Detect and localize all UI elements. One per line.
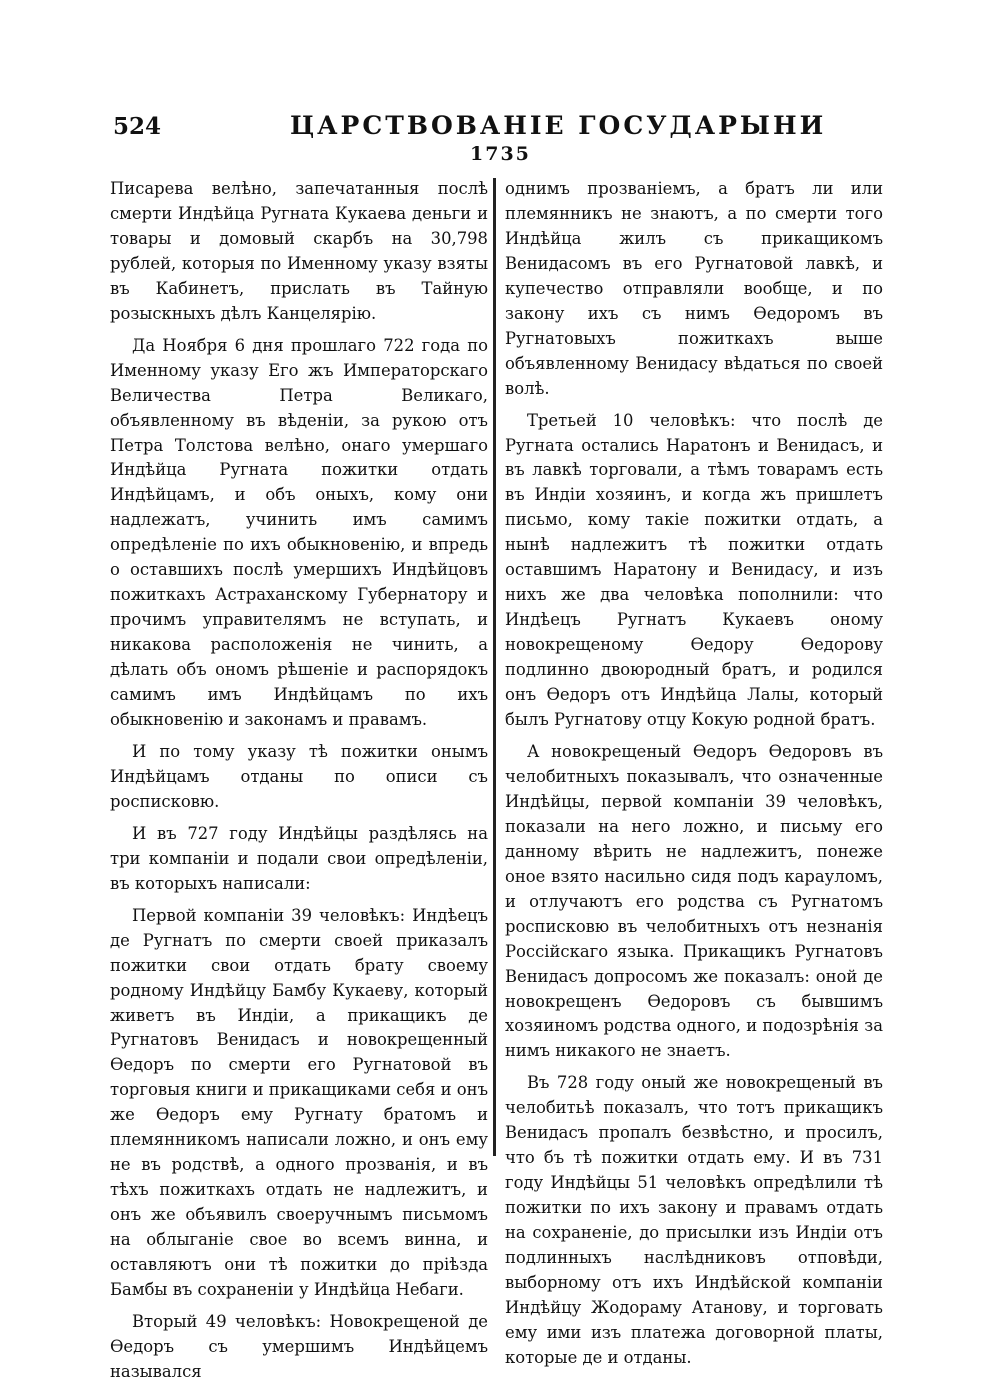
year-heading: 1735 xyxy=(470,143,531,165)
paragraph: однимъ прозваніемъ, а братъ ли или племянникъ не знаютъ, а по смерти того Индѣйца жилъ съ прикащикомъ Венидасомъ въ его Ругнатовой лавкѣ, и купечество отправляли вообще, и по закону ихъ съ нимъ Ѳедоромъ въ Ругнатовыхъ пожиткахъ выше объявленному Венидасу вѣдаться по своей волѣ. xyxy=(505,179,883,398)
paragraph: Вторый 49 человѣкъ: Новокрещеной де Ѳедоръ съ умершимъ Индѣйцемъ назывался xyxy=(110,1311,488,1381)
column-divider xyxy=(493,178,496,1156)
page-number: 524 xyxy=(113,113,162,140)
paragraph: Да Ноября 6 дня прошлаго 722 года по Именному указу Его жъ Императорскаго Величества Петра Великаго, объявленному въ вѣденіи, за рукою отъ Петра Толстова велѣно, онаго умершаго Индѣйца Ругната пожитки отдать Индѣйцамъ, и объ оныхъ, кому они надлежатъ, учинить имъ самимъ опредѣленіе по ихъ обыкновенію, и впредь о оставшихъ послѣ умершихъ Индѣйцовъ пожиткахъ Астраханскому Губернатору и прочимъ управителямъ не вступать, и никакова расположенія не чинить, а дѣлать объ ономъ рѣшеніе и распорядокъ самимъ имъ Индѣйцамъ по ихъ обыкновенію и законамъ и правамъ. xyxy=(110,335,488,730)
paragraph: Въ 728 году оный же новокрещеный въ челобитьѣ показалъ, что тотъ прикащикъ Венидасъ пропалъ безвѣстно, и просилъ, что бъ тѣ пожитки отдать ему. И въ 731 году Индѣйцы 51 человѣкъ опредѣлили тѣ пожитки по ихъ закону и правамъ отдать на сохраненіе, до присылки изъ Индіи отъ подлинныхъ наслѣдниковъ отповѣди, выборному отъ ихъ Индѣйской компаніи Индѣйцу Жодораму Атанову, и торговать ему ими изъ платежа договорной платы, которые де и отданы. xyxy=(505,1073,883,1367)
running-title: ЦАРСТВОВАНІЕ ГОСУДАРЫНИ xyxy=(290,111,827,140)
paragraph: И по тому указу тѣ пожитки онымъ Индѣйцамъ отданы по описи съ росписковю. xyxy=(110,741,488,811)
paragraph: И въ 727 году Индѣйцы раздѣлясь на три компаніи и подали свои опредѣленіи, въ которыхъ написали: xyxy=(110,823,488,893)
left-column xyxy=(110,177,488,1392)
right-column xyxy=(505,177,883,1378)
paragraph: Первой компаніи 39 человѣкъ: Индѣецъ де Ругнатъ по смерти своей приказалъ пожитки свои отдать брату своему родному Индѣйцу Бамбу Кукаеву, который живетъ въ Индіи, а прикащикъ де Ругнатовъ Венидасъ и новокрещенный Ѳедоръ по смерти его Ругнатовой въ торговыя книги и прикащиками себя и онъ же Ѳедоръ ему Ругнату братомъ и племянникомъ написали ложно, и онъ ему не въ родствѣ, а одного прозванія, и въ тѣхъ пожиткахъ отдать не надлежитъ, и онъ же объявилъ своеручнымъ письмомъ на облыганіе свое во всемъ винна, и оставляютъ они тѣ пожитки до пріѣзда Бамбы въ сохраненіи у Индѣйца Небаги. xyxy=(110,905,488,1299)
paragraph: А новокрещеный Ѳедоръ Ѳедоровъ въ челобитныхъ показывалъ, что означенные Индѣйцы, первой компаніи 39 человѣкъ, показали на него ложно, и письму его данному вѣрить не надлежитъ, понеже оное взято насильно сидя подъ карауломъ, и отлучаютъ его родства съ Ругнатомъ росписковю въ челобитныхъ отъ незнанія Россійскаго языка. Прикащикъ Ругнатовъ Венидасъ допросомъ же показалъ: оной де новокрещенъ Ѳедоровъ съ бывшимъ хозяиномъ родства одного, и подозрѣнія за нимъ никакого не знаетъ. xyxy=(505,741,883,1061)
paragraph: Писарева велѣно, запечатанныя послѣ смерти Индѣйца Ругната Кукаева деньги и товары и домовый скарбъ на 30,798 рублей, которыя по Именному указу взяты въ Кабинетъ, прислать въ Тайную розыскныхъ дѣлъ Канцелярію. xyxy=(110,179,488,323)
paragraph: Третьей 10 человѣкъ: что послѣ де Ругната остались Наратонъ и Венидасъ, и въ лавкѣ торговали, а тѣмъ товарамъ есть въ Индіи хозяинъ, и когда жъ пришлетъ письмо, кому такіе пожитки отдать, а нынѣ надлежитъ тѣ пожитки отдать оставшимъ Наратону и Венидасу, и изъ нихъ же два человѣка пополнили: что Индѣецъ Ругнатъ Кукаевъ оному новокрещеному Ѳедору Ѳедорову подлинно двоюродный братъ, и родился онъ Ѳедоръ отъ Индѣйца Лалы, который былъ Ругнатову отцу Кокую родной братъ. xyxy=(505,410,883,730)
